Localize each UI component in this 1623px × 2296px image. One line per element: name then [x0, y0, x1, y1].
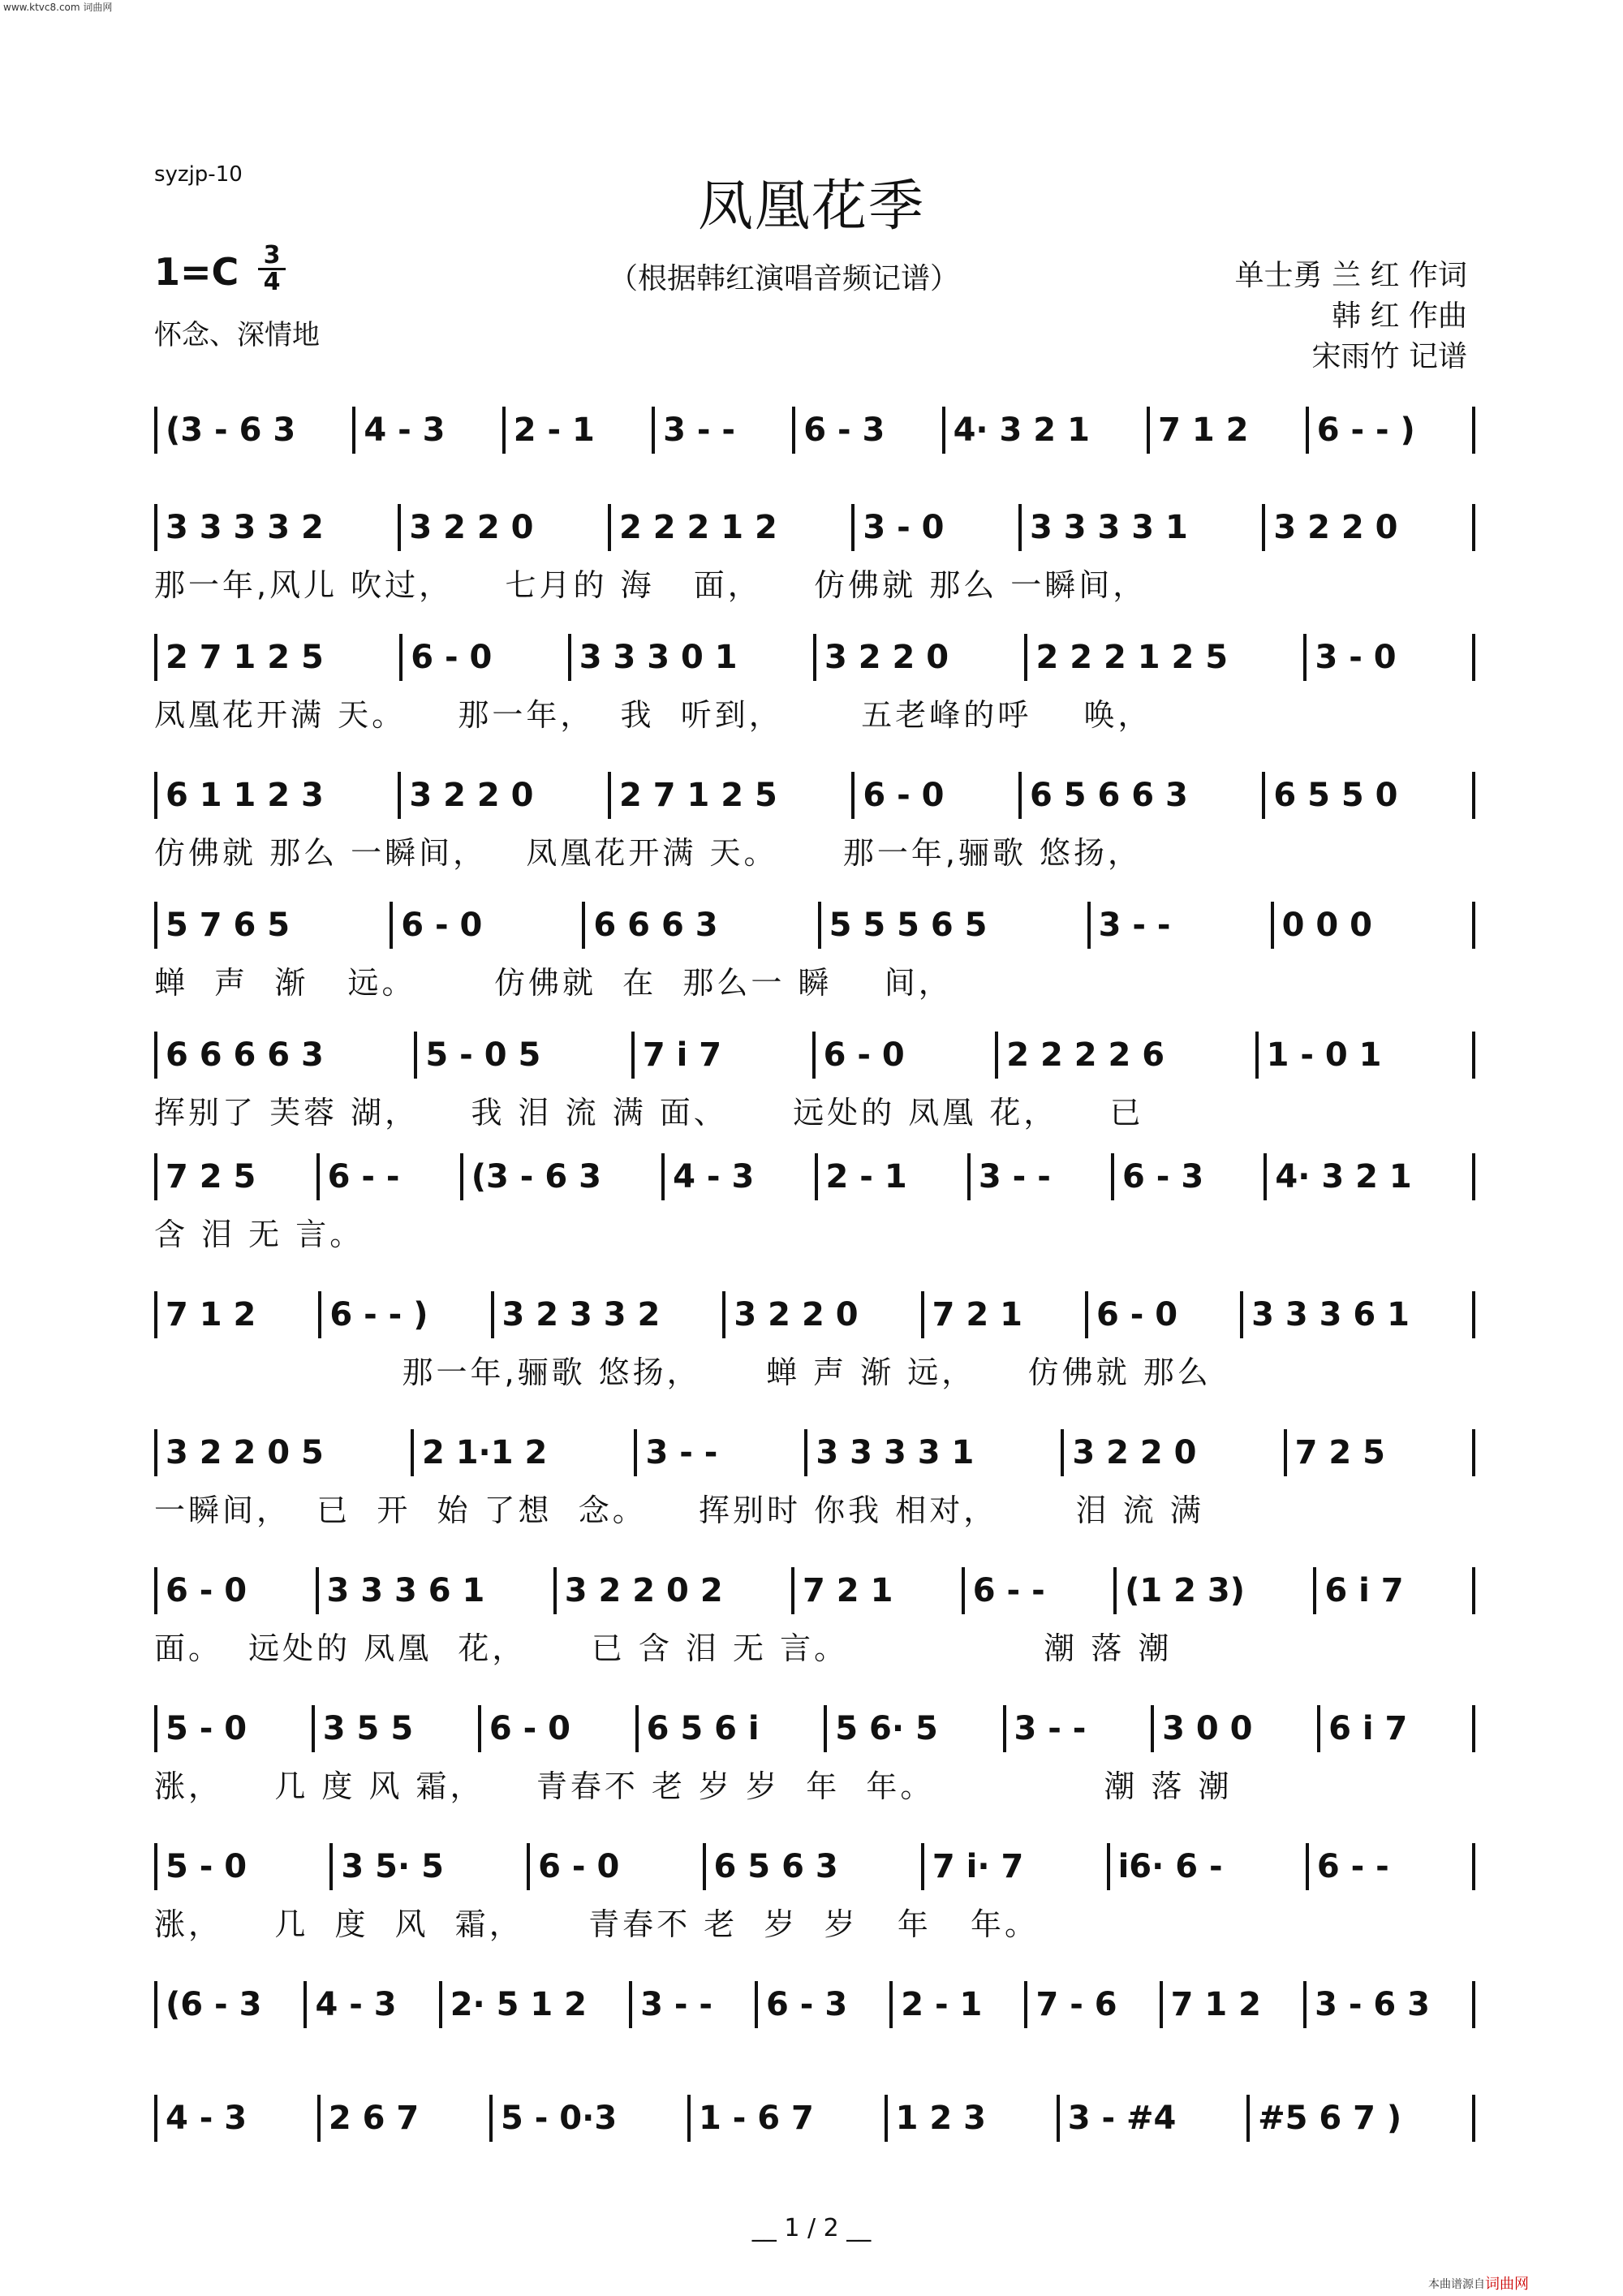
measure: 4· 3 2 1 [953, 411, 1090, 449]
barline [1472, 504, 1475, 551]
barline [1472, 1981, 1475, 2028]
barline [1472, 772, 1475, 819]
measure: 4 - 3 [673, 1158, 755, 1195]
music-row [154, 1428, 1475, 1477]
measure: 7 2 1 [932, 1296, 1022, 1333]
lyrics-row: 蝉 声 渐 远。 仿佛就 在 那么一 瞬 间， [154, 965, 953, 1001]
lyrics-row: 面。 远处的 凤凰 花， 已 含 泪 无 言。 潮 落 潮 [154, 1630, 1173, 1666]
measure: (1 2 3) [1125, 1572, 1245, 1609]
measure: 7 i· 7 [932, 1848, 1024, 1885]
measure: 7 1 2 [166, 1296, 256, 1333]
measure: 3 2 2 0 2 [564, 1572, 723, 1609]
lyrics-row: 含 泪 无 言。 [154, 1217, 364, 1252]
measure: 5 5 5 6 5 [829, 907, 988, 944]
music-row [154, 901, 1475, 950]
measure: 5 - 0 5 [425, 1036, 541, 1074]
time-sig-numerator: 3 [263, 241, 281, 269]
measure: 3 3 3 3 1 [1029, 509, 1188, 546]
measure: 6 - 0 [401, 907, 483, 944]
key-signature: 1=C [154, 250, 239, 294]
measure: 6 6 6 6 3 [166, 1036, 324, 1074]
credit-transcriber: 宋雨竹 记谱 [1311, 340, 1467, 373]
measure: 3 3 3 6 1 [326, 1572, 485, 1609]
measure: 2 6 7 [328, 2100, 420, 2137]
music-row [154, 1704, 1475, 1753]
measure: 3 - 0 [1315, 639, 1397, 676]
lyrics-row: 挥别了 芙蓉 湖， 我 泪 流 满 面、 远处的 凤凰 花， 已 [154, 1095, 1144, 1131]
measure: 5 - 0 [166, 1710, 248, 1747]
music-row [154, 2094, 1475, 2143]
measure: 7 2 5 [166, 1158, 256, 1195]
measure: 1 - 0 1 [1266, 1036, 1382, 1074]
measure: 6 - 3 [803, 411, 885, 449]
barline [1472, 1429, 1475, 1476]
measure: 6 - 0 [538, 1848, 620, 1885]
measure: 1 2 3 [895, 2100, 986, 2137]
barline [1472, 1567, 1475, 1614]
tempo-marking: 怀念、深情地 [154, 319, 320, 351]
measure: 6 - 3 [1122, 1158, 1204, 1195]
measure: 2 2 2 1 2 [618, 509, 777, 546]
measure: 3 - - [640, 1986, 712, 2023]
measure: 2 7 1 2 5 [166, 639, 324, 676]
subtitle: （根据韩红演唱音频记谱） [609, 262, 960, 295]
measure: 5 6· 5 [835, 1710, 938, 1747]
music-row [154, 1031, 1475, 1079]
music-row [154, 503, 1475, 552]
measure: (3 - 6 3 [166, 411, 296, 449]
lyrics-row: 那一年,骊歌 悠扬， 蝉 声 渐 远， 仿佛就 那么 [154, 1355, 1212, 1390]
barline [1472, 407, 1475, 454]
barline [1472, 1843, 1475, 1890]
measure: 2 2 2 2 6 [1006, 1036, 1165, 1074]
barline [1472, 902, 1475, 949]
time-sig-denominator: 4 [258, 268, 286, 295]
lyrics-row: 仿佛就 那么 一瞬间， 凤凰花开满 天。 那一年,骊歌 悠扬， [154, 835, 1143, 871]
measure: 2 - 1 [825, 1158, 907, 1195]
measure: 3 2 2 0 [1273, 509, 1398, 546]
measure: 3 5· 5 [341, 1848, 444, 1885]
measure: 2 - 1 [901, 1986, 983, 2023]
measure: 3 5 5 [322, 1710, 414, 1747]
music-row [154, 633, 1475, 682]
measure: 6 1 1 2 3 [166, 777, 324, 814]
measure: 3 2 2 0 [409, 777, 534, 814]
barline [1472, 1153, 1475, 1200]
measure: 5 - 0 [166, 1848, 248, 1885]
measure: 2 2 2 1 2 5 [1035, 639, 1229, 676]
lyrics-row: 一瞬间， 已 开 始 了想 念。 挥别时 你我 相对， 泪 流 满 [154, 1493, 1204, 1528]
measure: 5 7 6 5 [166, 907, 291, 944]
music-row [154, 771, 1475, 820]
measure: 2 7 1 2 5 [618, 777, 777, 814]
music-row [154, 1290, 1475, 1339]
page-number: __ 1 / 2 __ [751, 2214, 872, 2242]
measure: 5 - 0·3 [501, 2100, 618, 2137]
measure: 7 1 2 [1158, 411, 1249, 449]
measure: 3 2 2 0 5 [166, 1434, 324, 1471]
measure: 7 - 6 [1035, 1986, 1117, 2023]
measure: 3 - 6 3 [1315, 1986, 1430, 2023]
measure: i6· 6 - [1117, 1848, 1223, 1885]
barline [1472, 2095, 1475, 2142]
measure: 6 6 6 3 [593, 907, 718, 944]
measure: 1 - 6 7 [698, 2100, 814, 2137]
measure: 3 - #4 [1067, 2100, 1177, 2137]
measure: 3 2 2 0 [1072, 1434, 1197, 1471]
brand-logo: 词曲网 [1485, 2276, 1529, 2293]
lyrics-row: 凤凰花开满 天。 那一年， 我 听到， 五老峰的呼 唤， [154, 697, 1152, 733]
measure: (6 - 3 [166, 1986, 262, 2023]
measure: 4 - 3 [315, 1986, 397, 2023]
measure: 3 3 3 0 1 [579, 639, 738, 676]
credit-composer: 韩 红 作曲 [1332, 299, 1467, 333]
music-row [154, 1566, 1475, 1615]
measure: 6 - 0 [489, 1710, 570, 1747]
measure: 6 - 3 [766, 1986, 848, 2023]
measure: 6 - 0 [1096, 1296, 1178, 1333]
brand-caption: 本曲谱源自 [1428, 2278, 1485, 2291]
time-signature [258, 243, 286, 295]
measure: 6 - - ) [329, 1296, 428, 1333]
measure: 6 - - [1316, 1848, 1389, 1885]
measure: 4 - 3 [166, 2100, 248, 2137]
measure: 6 5 6 6 3 [1029, 777, 1188, 814]
measure: 3 3 3 3 2 [166, 509, 324, 546]
music-row [154, 406, 1475, 454]
measure: 6 - - [972, 1572, 1045, 1609]
measure: 7 1 2 [1170, 1986, 1262, 2023]
lyrics-row: 那一年,风儿 吹过， 七月的 海 面， 仿佛就 那么 一瞬间， [154, 567, 1147, 603]
measure: 6 i 7 [1328, 1710, 1408, 1747]
site-url: www.ktvc8.com 词曲网 [3, 2, 113, 13]
lyrics-row: 涨， 几 度 风 霜， 青春不 老 岁 岁 年 年。 潮 落 潮 [154, 1768, 1233, 1804]
measure: 3 - - [1098, 907, 1171, 944]
measure: 6 i 7 [1324, 1572, 1404, 1609]
measure: 6 - - ) [1316, 411, 1415, 449]
score-code: syzjp-10 [154, 162, 243, 187]
measure: 6 - 0 [863, 777, 945, 814]
barline [1472, 634, 1475, 681]
measure: 3 0 0 [1162, 1710, 1253, 1747]
measure: 3 3 3 6 1 [1251, 1296, 1410, 1333]
music-row [154, 1842, 1475, 1891]
measure: 6 5 6 3 [713, 1848, 838, 1885]
measure: #5 6 7 ) [1258, 2100, 1402, 2137]
credit-lyricist: 单士勇 兰 红 作词 [1234, 259, 1467, 292]
measure: 3 - - [663, 411, 735, 449]
measure: 6 - 0 [166, 1572, 248, 1609]
measure: 6 - 0 [411, 639, 493, 676]
measure: 7 2 1 [803, 1572, 893, 1609]
measure: 2· 5 1 2 [450, 1986, 587, 2023]
music-row [154, 1980, 1475, 2029]
credits [1136, 256, 1467, 377]
measure: 2 - 1 [513, 411, 595, 449]
page-title: 凤凰花季 [697, 174, 925, 239]
measure: 3 3 3 3 1 [816, 1434, 975, 1471]
measure: 3 - - [978, 1158, 1051, 1195]
measure: 2 1·1 2 [421, 1434, 548, 1471]
measure: 6 - - [327, 1158, 400, 1195]
measure: 4· 3 2 1 [1275, 1158, 1412, 1195]
measure: 3 2 2 0 [824, 639, 949, 676]
measure: (3 - 6 3 [471, 1158, 601, 1195]
measure: 3 2 2 0 [734, 1296, 859, 1333]
measure: 6 5 6 i [646, 1710, 760, 1747]
measure: 0 0 0 [1281, 907, 1372, 944]
music-row [154, 1152, 1475, 1201]
measure: 6 - 0 [823, 1036, 905, 1074]
measure: 3 2 2 0 [409, 509, 534, 546]
measure: 7 i 7 [642, 1036, 722, 1074]
lyrics-row: 涨， 几 度 风 霜， 青春不 老 岁 岁 年 年。 [154, 1906, 1040, 1942]
barline [1472, 1705, 1475, 1752]
barline [1472, 1291, 1475, 1338]
measure: 3 2 3 3 2 [502, 1296, 661, 1333]
barline [1472, 1032, 1475, 1079]
measure: 7 2 5 [1294, 1434, 1385, 1471]
measure: 3 - - [645, 1434, 718, 1471]
measure: 3 - - [1014, 1710, 1087, 1747]
measure: 6 5 5 0 [1273, 777, 1398, 814]
measure: 3 - 0 [863, 509, 945, 546]
measure: 4 - 3 [364, 411, 446, 449]
